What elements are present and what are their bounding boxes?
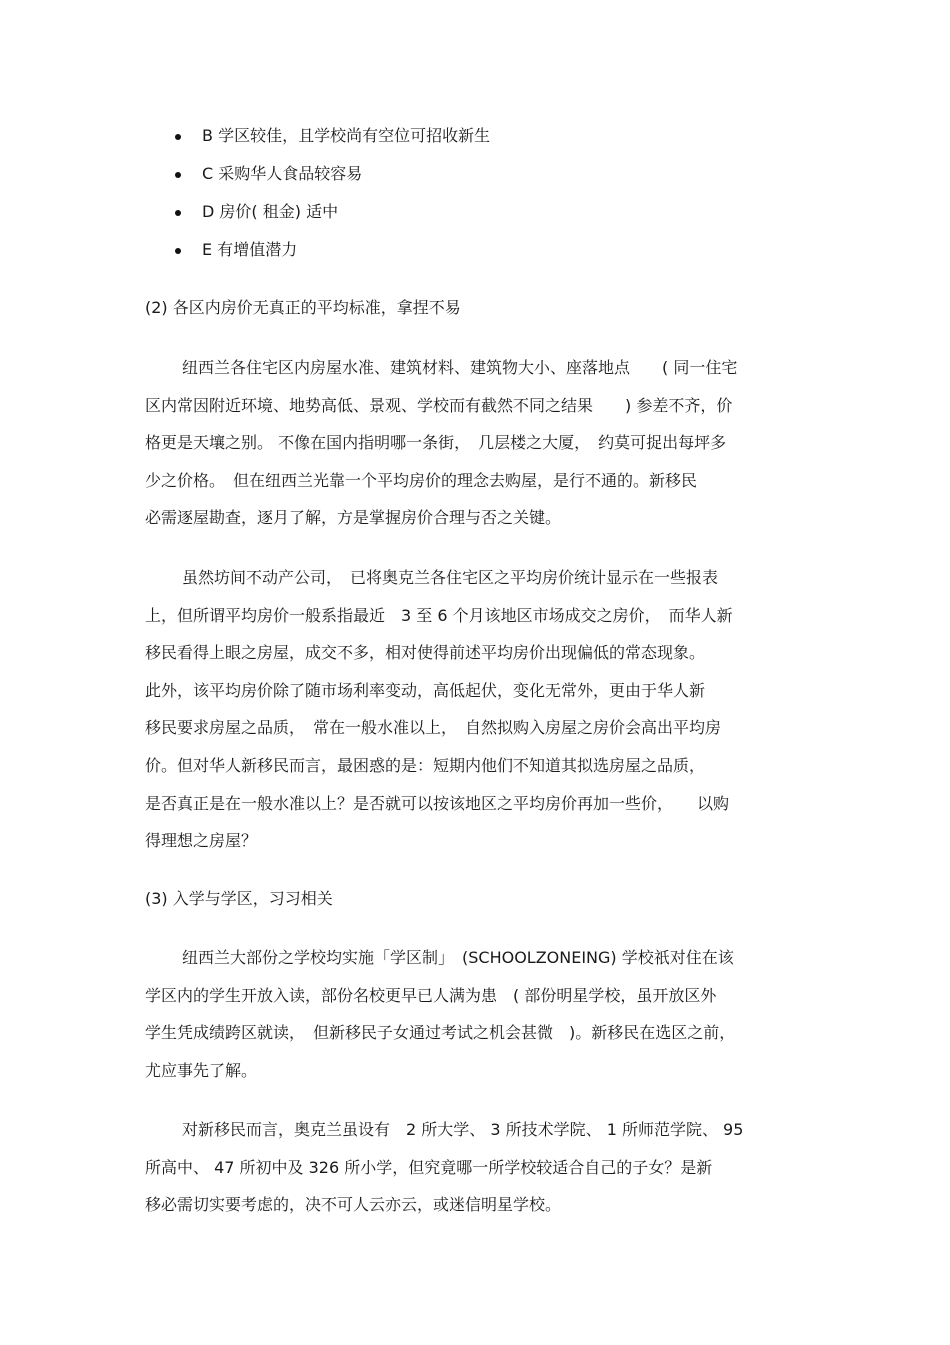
text-line: 区内常因附近环境、地势高低、景观、学校而有截然不同之结果 ) 参差不齐，价 (145, 395, 733, 415)
text-line: 必需逐屋勘查，逐月了解，方是掌握房价合理与否之关键。 (145, 508, 562, 528)
bullet-icon (175, 210, 181, 216)
section-3-heading: (3) 入学与学区，习习相关 (145, 889, 333, 908)
section-2-paragraph-2 (145, 566, 825, 867)
section-3-paragraph-2 (145, 1118, 825, 1231)
text-line: 虽然坊间不动产公司， 已将奥克兰各住宅区之平均房价统计显示在一些报表 (182, 568, 719, 587)
text-line: 移民要求房屋之品质， 常在一般水准以上， 自然拟购入房屋之房价会高出平均房 (145, 718, 722, 738)
text-line: 移必需切实要考虑的，决不可人云亦云，或迷信明星学校。 (145, 1195, 562, 1215)
text-line: 对新移民而言，奥克兰虽设有 2 所大学、 3 所技术学院、 1 所师范学院、 95 (182, 1120, 744, 1139)
text-line: 是否真正是在一般水准以上？是否就可以按该地区之平均房价再加一些价， 以购 (145, 793, 730, 813)
list-item: E 有增值潜力 (175, 238, 490, 276)
section-2-heading: (2) 各区内房价无真正的平均标准，拿捏不易 (145, 298, 461, 317)
list-item: B 学区较佳，且学校尚有空位可招收新生 (175, 124, 490, 162)
text-line: 价。但对华人新移民而言，最困惑的是：短期内他们不知道其拟选房屋之品质， (145, 755, 706, 775)
text-line: 得理想之房屋？ (145, 831, 258, 851)
bullet-icon (175, 248, 181, 254)
text-line: 移民看得上眼之房屋，成交不多，相对使得前述平均房价出现偏低的常态现象。 (145, 643, 706, 663)
text-line: 尤应事先了解。 (145, 1060, 258, 1080)
list-item: C 采购华人食品较容易 (175, 162, 490, 200)
text-line: 所高中、 47 所初中及 326 所小学，但究竟哪一所学校较适合自己的子女？是新 (145, 1157, 713, 1177)
text-line: 少之价格。 但在纽西兰光靠一个平均房价的理念去购屋，是行不通的。新移民 (145, 470, 698, 490)
list-item: D 房价( 租金) 适中 (175, 200, 490, 238)
section-2-paragraph-1 (145, 356, 825, 544)
text-line: 学生凭成绩跨区就读， 但新移民子女通过考试之机会甚微 )。新移民在选区之前， (145, 1023, 736, 1043)
text-line: 上，但所谓平均房价一般系指最近 3 至 6 个月该地区市场成交之房价， 而华人新 (145, 605, 733, 625)
criteria-list (175, 124, 490, 276)
text-line: 格更是天壤之别。 不像在国内指明哪一条街， 几层楼之大厦， 约莫可捉出每坪多 (145, 433, 727, 453)
bullet-icon (175, 172, 181, 178)
bullet-icon (175, 134, 181, 140)
section-3-paragraph-1 (145, 946, 825, 1096)
text-line: 纽西兰大部份之学校均实施「学区制」 (SCHOOLZONEING) 学校祇对住在该 (182, 948, 734, 967)
text-line: 此外，该平均房价除了随市场利率变动，高低起伏，变化无常外，更由于华人新 (145, 680, 706, 700)
text-line: 学区内的学生开放入读，部份名校更早已人满为患 ( 部份明星学校，虽开放区外 (145, 985, 717, 1005)
text-line: 纽西兰各住宅区内房屋水准、建筑材料、建筑物大小、座落地点 ( 同一住宅 (182, 358, 738, 377)
